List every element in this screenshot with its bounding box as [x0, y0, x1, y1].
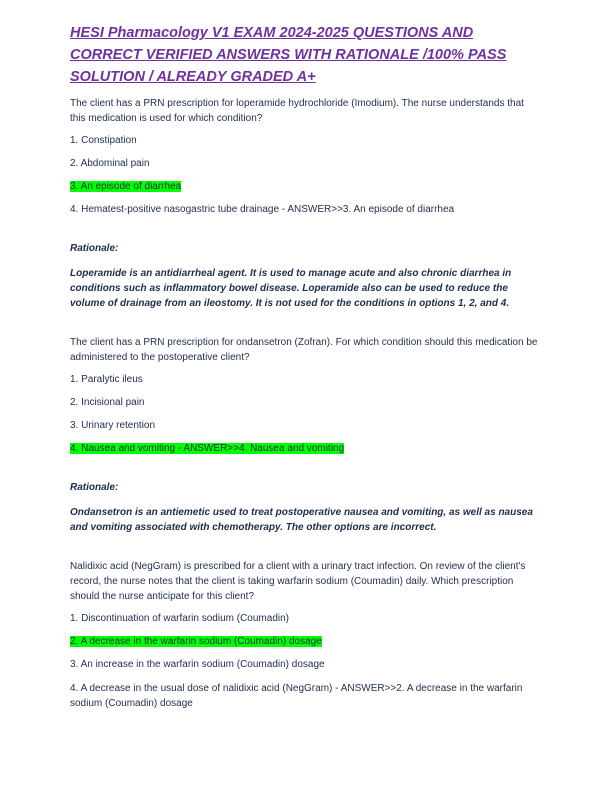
highlighted-answer: 3. An episode of diarrhea	[70, 181, 182, 192]
question-2-rationale: Ondansetron is an antiemetic used to treat postoperative nausea and vomiting, as well as nausea and vomiting associated with chemotherapy. The other options are incorrect.	[70, 507, 533, 533]
question-3-option-4: 4. A decrease in the usual dose of nalidixic acid (NegGram) - ANSWER>>2. A decrease in the warfarin sodium (Coumadin) dosage	[70, 683, 523, 709]
question-1-rationale-label: Rationale:	[70, 243, 119, 254]
question-3-option-1: 1. Discontinuation of warfarin sodium (Coumadin)	[70, 613, 289, 624]
question-1-option-4: 4. Hematest-positive nasogastric tube drainage - ANSWER>>3. An episode of diarrhea	[70, 204, 455, 215]
question-3-option-3: 3. An increase in the warfarin sodium (Coumadin) dosage	[70, 659, 325, 670]
question-1-rationale: Loperamide is an antidiarrheal agent. It is used to manage acute and also chronic diarrhea in conditions such as inflammatory bowel disease. Loperamide also can be used to reduce the volume of drainage from an ileostomy. It is not used for the conditions in options 1, 2, and 4.	[70, 268, 512, 309]
document-title: HESI Pharmacology V1 EXAM 2024-2025 QUESTIONS AND CORRECT VERIFIED ANSWERS WITH RATIONALE /100% PASS SOLUTION / ALREADY GRADED A+	[70, 25, 507, 85]
question-1-option-1: 1. Constipation	[70, 135, 137, 146]
question-1-option-2: 2. Abdominal pain	[70, 158, 150, 169]
highlighted-answer: 2. A decrease in the warfarin sodium (Coumadin) dosage	[70, 636, 322, 647]
question-3-text: Nalidixic acid (NegGram) is prescribed for a client with a urinary tract infection. On review of the client's record, the nurse notes that the client is taking warfarin sodium (Coumadin) daily. Which prescription should the nurse anticipate for this client?	[70, 561, 526, 602]
question-2-text: The client has a PRN prescription for ondansetron (Zofran). For which condition should this medication be administered to the postoperative client?	[70, 337, 538, 363]
question-2-option-2: 2. Incisional pain	[70, 397, 145, 408]
highlighted-answer: 4. Nausea and vomiting - ANSWER>>4. Nausea and vomiting	[70, 443, 345, 454]
question-3-option-2-correct	[70, 635, 540, 648]
question-2-option-3: 3. Urinary retention	[70, 420, 156, 431]
question-2-rationale-label: Rationale:	[70, 482, 119, 493]
question-1-option-3-correct	[70, 180, 540, 193]
question-1-text: The client has a PRN prescription for loperamide hydrochloride (Imodium). The nurse understands that this medication is used for which condition?	[70, 98, 524, 124]
question-2-option-4-correct	[70, 442, 540, 455]
document-page	[70, 22, 540, 721]
question-2-option-1: 1. Paralytic ileus	[70, 374, 143, 385]
